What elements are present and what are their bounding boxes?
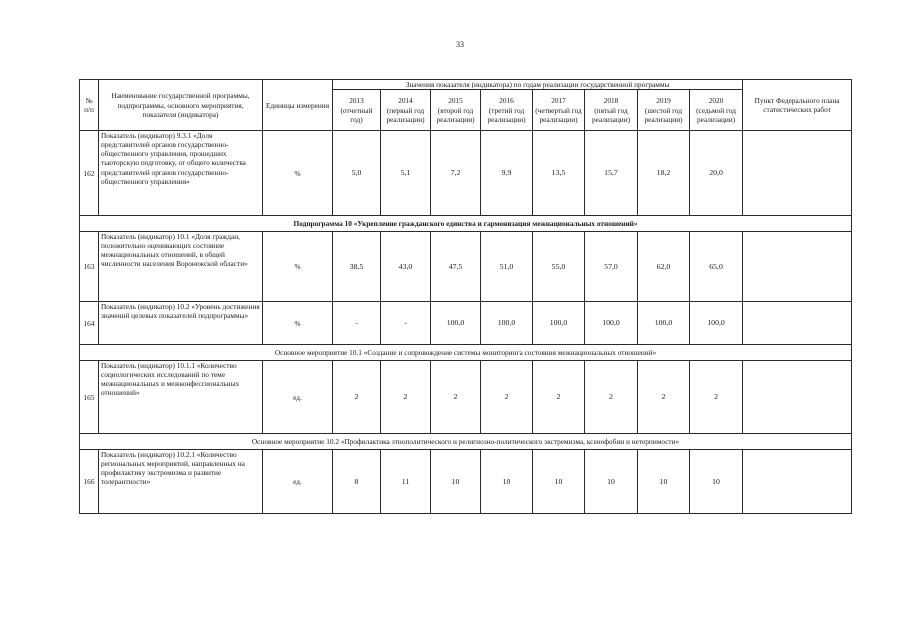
table-row <box>80 131 852 216</box>
indicator-unit: % <box>263 232 333 302</box>
header-year-2018: 2018 (пятый год реализации) <box>585 90 638 131</box>
row-number: 165 <box>80 361 99 434</box>
value-2019: 18,2 <box>638 131 690 216</box>
table-row <box>80 232 852 302</box>
value-2020: 65,0 <box>690 232 743 302</box>
value-2015: 47,5 <box>431 232 481 302</box>
table-row <box>80 361 852 434</box>
activity-10-2-heading: Основное мероприятие 10.2 «Профилактика этнополитического и религиозно-политического экстремизма, ксенофобии и нетерпимости» <box>80 434 852 450</box>
value-2019: 100,0 <box>638 302 690 345</box>
header-num: № п/п <box>80 80 99 131</box>
value-2018: 2 <box>585 361 638 434</box>
activity-10-1-heading: Основное мероприятие 10.1 «Создание и сопровождение системы мониторинга состояния межнациональных отношений» <box>80 345 852 361</box>
value-2013: 2 <box>333 361 381 434</box>
value-2017: 55,0 <box>533 232 585 302</box>
indicator-unit: % <box>263 131 333 216</box>
value-2016: 2 <box>481 361 533 434</box>
row-number: 166 <box>80 450 99 514</box>
value-2019: 10 <box>638 450 690 514</box>
value-2016: 9,9 <box>481 131 533 216</box>
row-number: 162 <box>80 131 99 216</box>
header-plan: Пункт Федерального плана статистических работ <box>743 80 852 131</box>
value-2017: 10 <box>533 450 585 514</box>
header-year-2016: 2016 (третий год реализации) <box>481 90 533 131</box>
value-2016: 10 <box>481 450 533 514</box>
header-year-2017: 2017 (четвертый год реализации) <box>533 90 585 131</box>
indicator-name: Показатель (индикатор) 10.2 «Уровень достижения значений целевых показателей подпрограммы» <box>99 302 263 345</box>
header-year-2014: 2014 (первый год реализации) <box>381 90 431 131</box>
indicator-name: Показатель (индикатор) 10.1.1 «Количество социологических исследований по теме межнациональных и межконфессиональных отношений» <box>99 361 263 434</box>
header-year-2015: 2015 (второй год реализации) <box>431 90 481 131</box>
header-values-group: Значения показателя (индикатора) по годам реализации государственной программы <box>333 80 743 90</box>
value-2014: 43,0 <box>381 232 431 302</box>
value-2013: 38,5 <box>333 232 381 302</box>
value-2020: 20,0 <box>690 131 743 216</box>
plan-item <box>743 232 852 302</box>
section-row <box>80 345 852 361</box>
row-number: 164 <box>80 302 99 345</box>
value-2018: 15,7 <box>585 131 638 216</box>
header-year-2013: 2013 (отчетный год) <box>333 90 381 131</box>
value-2016: 100,0 <box>481 302 533 345</box>
value-2018: 100,0 <box>585 302 638 345</box>
header-unit: Единицы измерения <box>263 80 333 131</box>
value-2013: 5,0 <box>333 131 381 216</box>
indicators-table <box>79 79 852 514</box>
indicator-unit: ед. <box>263 361 333 434</box>
row-number: 163 <box>80 232 99 302</box>
header-year-2020: 2020 (седьмой год реализации) <box>690 90 743 131</box>
plan-item <box>743 131 852 216</box>
header-row-top <box>80 80 852 90</box>
value-2017: 2 <box>533 361 585 434</box>
value-2015: 7,2 <box>431 131 481 216</box>
value-2019: 2 <box>638 361 690 434</box>
subprogram-10-heading: Подпрограмма 10 «Укрепление гражданского единства и гармонизация межнациональных отношений» <box>80 216 852 232</box>
value-2020: 100,0 <box>690 302 743 345</box>
section-row <box>80 216 852 232</box>
plan-item <box>743 361 852 434</box>
value-2017: 13,5 <box>533 131 585 216</box>
value-2014: 5,1 <box>381 131 431 216</box>
value-2020: 2 <box>690 361 743 434</box>
value-2017: 100,0 <box>533 302 585 345</box>
indicator-name: Показатель (индикатор) 9.3.1 «Доля представителей органов государственно-общественного управления, прошедших тьюторскую подготовку, от общего количества представителей органов государственно-общественного управления» <box>99 131 263 216</box>
header-year-2019: 2019 (шестой год реализации) <box>638 90 690 131</box>
value-2018: 10 <box>585 450 638 514</box>
value-2016: 51,0 <box>481 232 533 302</box>
value-2015: 10 <box>431 450 481 514</box>
section-row <box>80 434 852 450</box>
value-2020: 10 <box>690 450 743 514</box>
indicator-name: Показатель (индикатор) 10.1 «Доля граждан, положительно оценивающих состояние межнациональных отношений, в общей численности населения Воронежской области» <box>99 232 263 302</box>
value-2015: 100,0 <box>431 302 481 345</box>
plan-item <box>743 450 852 514</box>
value-2014: 11 <box>381 450 431 514</box>
value-2015: 2 <box>431 361 481 434</box>
value-2013: 8 <box>333 450 381 514</box>
indicator-unit: ед. <box>263 450 333 514</box>
value-2013: - <box>333 302 381 345</box>
header-name: Наименование государственной программы, подпрограммы, основного мероприятия, показателя (индикатора) <box>99 80 263 131</box>
page-number: 33 <box>456 40 464 49</box>
value-2018: 57,0 <box>585 232 638 302</box>
indicator-name: Показатель (индикатор) 10.2.1 «Количество региональных мероприятий, направленных на профилактику экстремизма и развитие толерантности» <box>99 450 263 514</box>
value-2014: 2 <box>381 361 431 434</box>
value-2019: 62,0 <box>638 232 690 302</box>
value-2014: - <box>381 302 431 345</box>
table-row <box>80 302 852 345</box>
plan-item <box>743 302 852 345</box>
indicator-unit: % <box>263 302 333 345</box>
table-row <box>80 450 852 514</box>
